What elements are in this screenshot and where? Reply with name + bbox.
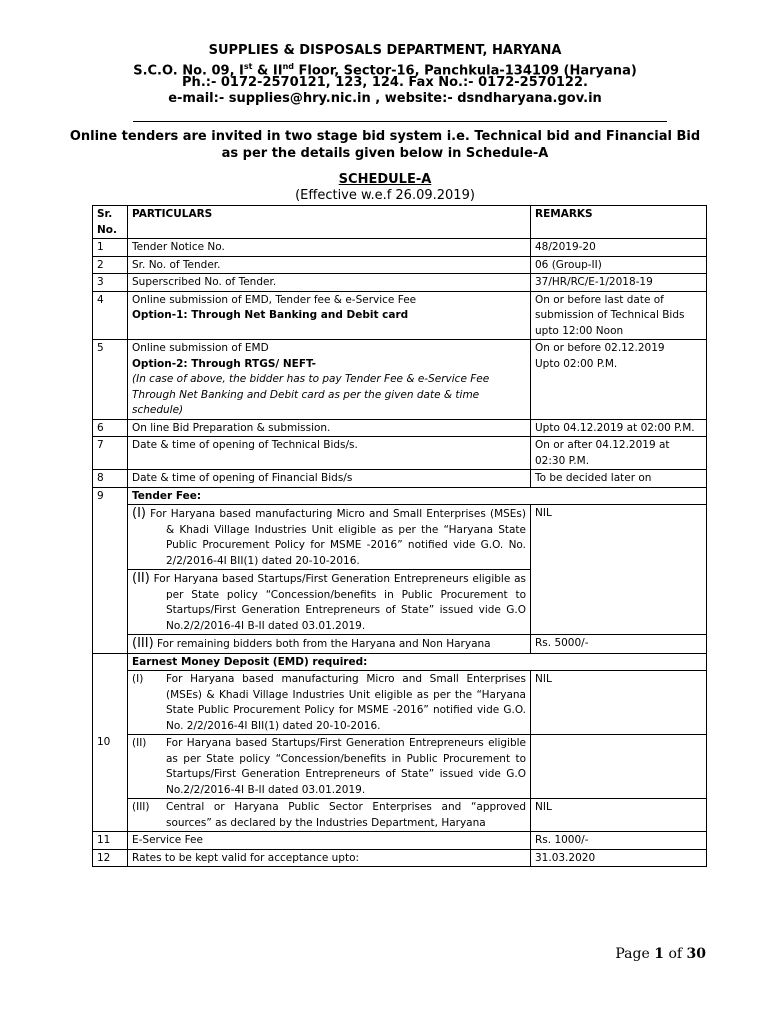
row-sr: 8 <box>93 470 128 488</box>
table-row <box>93 832 707 850</box>
tender-fee-item <box>93 635 707 654</box>
emd-item-remarks: NIL <box>531 799 707 832</box>
row-sr: 6 <box>93 419 128 437</box>
remarks-date: On or before 02.12.2019 <box>535 342 665 354</box>
item-text: For Haryana based manufacturing Micro and Small Enterprises (MSEs) & Khadi Village Industries Unit eligible as per the “Haryana State Public Procurement Policy for MSME -2016” notified vide G.O. No. 2/2/2016-4I BII(1) dated 20-10-2016. <box>150 508 526 567</box>
row-remarks: 48/2019-20 <box>531 239 707 257</box>
row-sr: 10 <box>93 653 128 832</box>
table-row <box>93 274 707 292</box>
row-particulars <box>128 291 531 340</box>
row-sr: 12 <box>93 849 128 867</box>
emd-item-text <box>128 799 531 832</box>
row-particulars: Tender Notice No. <box>128 239 531 257</box>
schedule-effective-date: (Effective w.e.f 26.09.2019) <box>295 188 475 203</box>
table-row <box>93 239 707 257</box>
row-particulars: Sr. No. of Tender. <box>128 256 531 274</box>
tender-fee-item-remarks: NIL <box>531 505 707 635</box>
row-remarks: Rs. 1000/- <box>531 832 707 850</box>
tender-fee-item-text <box>128 635 531 654</box>
row-sr: 3 <box>93 274 128 292</box>
row-remarks: Upto 04.12.2019 at 02:00 P.M. <box>531 419 707 437</box>
particulars-note: (In case of above, the bidder has to pay Tender Fee & e-Service Fee Through Net Banking and Debit card as per the given date & time schedule) <box>132 373 490 416</box>
table-row <box>93 849 707 867</box>
tender-fee-item <box>93 505 707 570</box>
tender-fee-item-text <box>128 570 531 635</box>
row-remarks: 06 (Group-II) <box>531 256 707 274</box>
tender-fee-title: Tender Fee: <box>128 487 707 505</box>
row-particulars: On line Bid Preparation & submission. <box>128 419 531 437</box>
roman-numeral: (II) <box>132 571 150 586</box>
table-row <box>93 470 707 488</box>
particulars-text: Online submission of EMD, Tender fee & e-Service Fee <box>132 293 417 306</box>
header-divider <box>133 121 667 122</box>
row-sr: 2 <box>93 256 128 274</box>
particulars-text: Online submission of EMD <box>132 342 269 354</box>
row-particulars: Date & time of opening of Technical Bids/s. <box>128 437 531 470</box>
table-row <box>93 419 707 437</box>
particulars-option: Option-2: Through RTGS/ NEFT- <box>132 357 316 370</box>
tender-fee-item-remarks: Rs. 5000/- <box>531 635 707 654</box>
table-row <box>93 340 707 420</box>
row-sr: 4 <box>93 291 128 340</box>
roman-numeral: (III) <box>132 636 154 651</box>
emd-item-remarks <box>531 735 707 799</box>
tender-fee-title-row <box>93 487 707 505</box>
row-sr: 7 <box>93 437 128 470</box>
item-text: For Haryana based Startups/First Generation Entrepreneurs eligible as per State policy “Concession/benefits in Public Procurement to Startups/First Generation Entrepreneurs of State” issued vide G.O No.2/2/2016-4I B-II dated 03.01.2019. <box>153 573 526 632</box>
dept-phone: Ph.:- 0172-2570121, 123, 124. Fax No.:- 0172-2570122. <box>182 75 588 90</box>
emd-title: Earnest Money Deposit (EMD) required: <box>128 653 707 671</box>
table-header-row <box>93 206 707 239</box>
item-text: For remaining bidders both from the Haryana and Non Haryana <box>157 638 491 650</box>
dept-address: S.C.O. No. 09, Ist & IInd Floor, Sector-16, Panchkula-134109 (Haryana) <box>133 62 637 79</box>
row-sr: 9 <box>93 487 128 653</box>
dept-name: SUPPLIES & DISPOSALS DEPARTMENT, HARYANA <box>208 43 562 58</box>
page-number: Page 1 of 30 <box>615 946 706 962</box>
schedule-title: SCHEDULE-A <box>338 172 432 187</box>
emd-item-text <box>128 671 531 735</box>
item-text: For Haryana based Startups/First Generation Entrepreneurs eligible as per State policy “Concession/benefits in Public Procurement to Startups/First Generation Entrepreneurs of State” issued vide G.O No.2/2/2016-4I B-II dated 03.01.2019. <box>166 737 526 796</box>
emd-title-row <box>93 653 707 671</box>
emd-item-remarks: NIL <box>531 671 707 735</box>
dept-email-website: e-mail:- supplies@hry.nic.in , website:- dsndharyana.gov.in <box>168 91 602 106</box>
row-remarks: On or before last date of submission of Technical Bids upto 12:00 Noon <box>531 291 707 340</box>
row-particulars: E-Service Fee <box>128 832 531 850</box>
header-particulars: PARTICULARS <box>128 206 531 239</box>
row-particulars <box>128 340 531 420</box>
tender-fee-item-text <box>128 505 531 570</box>
roman-numeral: (I) <box>132 506 146 521</box>
table-row <box>93 291 707 340</box>
roman-numeral: (III) <box>132 801 150 813</box>
row-remarks: On or after 04.12.2019 at 02:30 P.M. <box>531 437 707 470</box>
row-remarks: 31.03.2020 <box>531 849 707 867</box>
row-particulars: Rates to be kept valid for acceptance upto: <box>128 849 531 867</box>
emd-item <box>93 799 707 832</box>
row-remarks <box>531 340 707 420</box>
emd-item <box>93 735 707 799</box>
intro-text: Online tenders are invited in two stage bid system i.e. Technical bid and Financial Bid as per the details given below in Schedule-A <box>69 129 701 161</box>
item-text: For Haryana based manufacturing Micro and Small Enterprises (MSEs) & Khadi Village Industries Unit eligible as per the “Haryana State Public Procurement Policy for MSME -2016” notified vide G.O. No. 2/2/2016-4I BII(1) dated 20-10-2016. <box>166 673 526 732</box>
remarks-time: Upto 02:00 P.M. <box>535 357 618 370</box>
roman-numeral: (II) <box>132 737 147 749</box>
row-particulars: Superscribed No. of Tender. <box>128 274 531 292</box>
row-sr: 1 <box>93 239 128 257</box>
particulars-option: Option-1: Through Net Banking and Debit card <box>132 309 409 321</box>
item-text: Central or Haryana Public Sector Enterprises and “approved sources” as declared by the Industries Department, Haryana <box>166 801 526 829</box>
row-sr: 5 <box>93 340 128 420</box>
row-particulars: Date & time of opening of Financial Bids/s <box>128 470 531 488</box>
row-remarks: 37/HR/RC/E-1/2018-19 <box>531 274 707 292</box>
emd-item <box>93 671 707 735</box>
roman-numeral: (I) <box>132 673 144 685</box>
table-row <box>93 256 707 274</box>
emd-item-text <box>128 735 531 799</box>
row-remarks: To be decided later on <box>531 470 707 488</box>
row-sr: 11 <box>93 832 128 850</box>
schedule-table <box>92 205 707 867</box>
header-remarks: REMARKS <box>531 206 707 239</box>
header-sr: Sr. No. <box>93 206 128 239</box>
table-row <box>93 437 707 470</box>
